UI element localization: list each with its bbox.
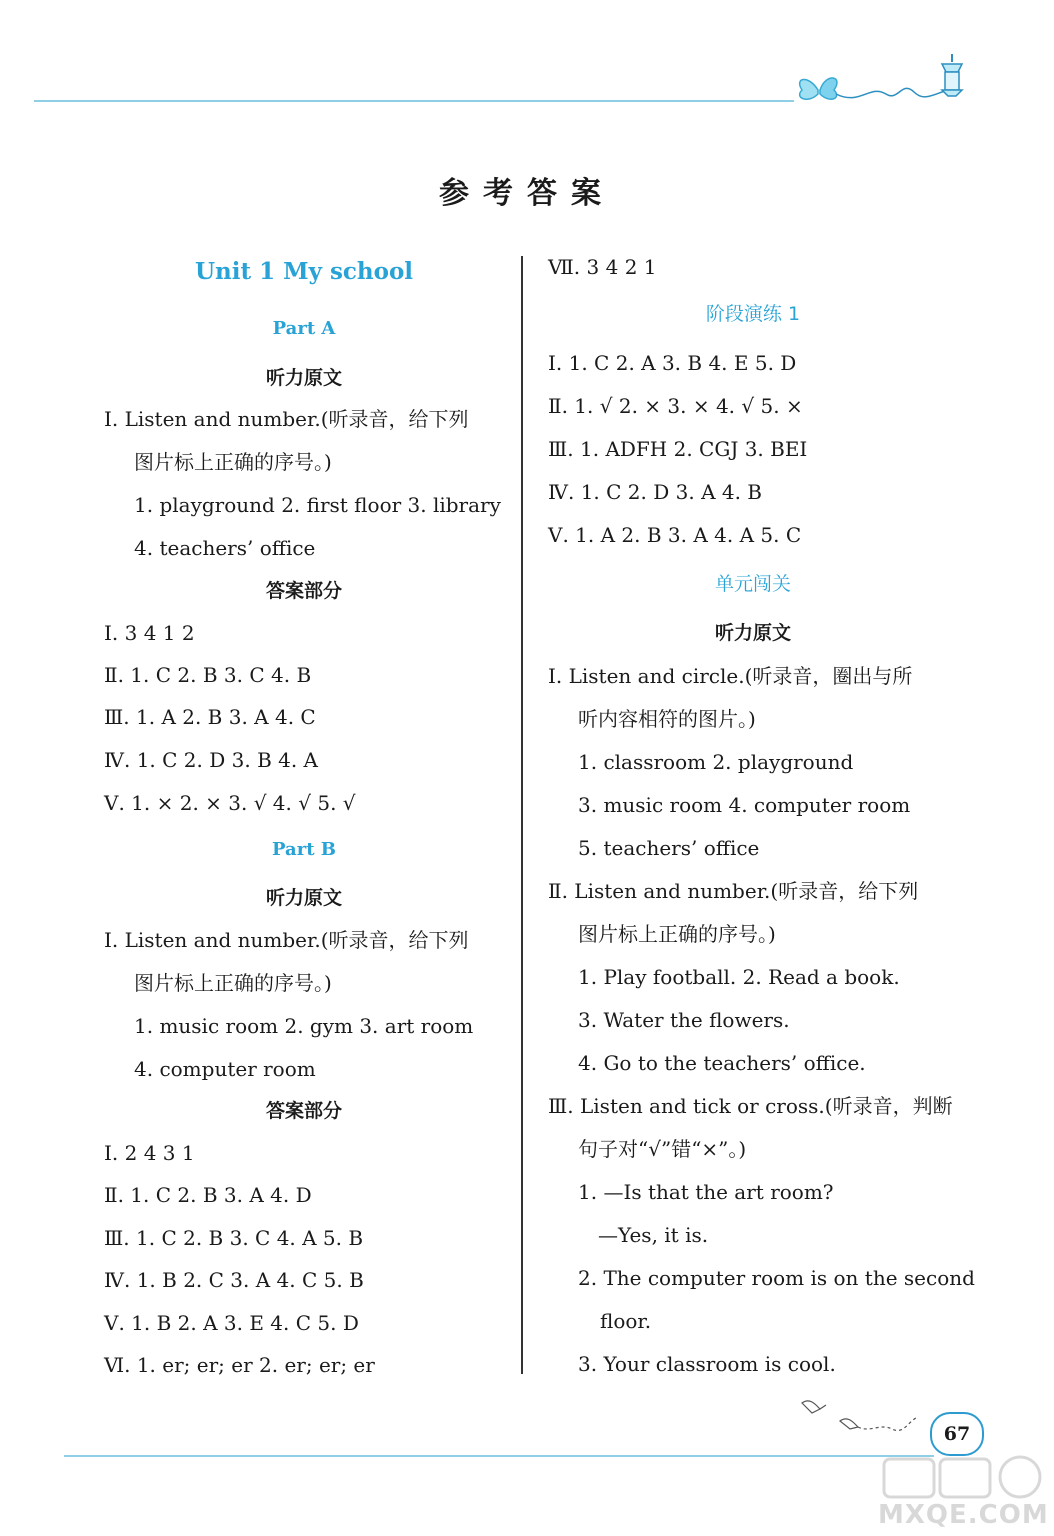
answer-line: Ⅰ. 2 4 3 1	[104, 1141, 195, 1165]
bird-icon	[800, 1395, 930, 1445]
answer-line: Ⅳ. 1. C 2. D 3. A 4. B	[548, 480, 763, 504]
listening-items: 1. classroom 2. playground	[578, 750, 854, 774]
unit-title: Unit 1 My school	[194, 258, 414, 285]
answer-line: Ⅴ. 1. B 2. A 3. E 4. C 5. D	[104, 1311, 359, 1335]
task-instruction-cont: 图片标上正确的序号。)	[134, 450, 332, 474]
watermark-text: MXQE.COM	[878, 1500, 1049, 1530]
answer-line: Ⅱ. 1. C 2. B 3. A 4. D	[104, 1183, 312, 1207]
stage-practice-heading: 阶段演练 1	[705, 303, 801, 325]
listening-items: 3. Water the flowers.	[578, 1008, 790, 1032]
task-instruction-cont: 句子对“√”错“×”。)	[578, 1137, 747, 1161]
listening-heading: 听力原文	[265, 887, 342, 909]
listening-items: 3. music room 4. computer room	[578, 793, 911, 817]
answer-line: Ⅳ. 1. C 2. D 3. B 4. A	[104, 748, 319, 772]
task-instruction-cont: 听内容相符的图片。)	[578, 707, 756, 731]
answer-line: Ⅴ. 1. × 2. × 3. √ 4. √ 5. √	[104, 791, 356, 815]
column-divider	[521, 256, 523, 1374]
bottom-rule	[64, 1455, 934, 1457]
listening-items: 4. teachers’ office	[134, 536, 316, 560]
answer-line: Ⅵ. 1. er; er; er 2. er; er; er	[104, 1353, 375, 1377]
unit-test-heading: 单元闯关	[714, 573, 791, 595]
listening-items: 1. —Is that the art room?	[578, 1180, 834, 1204]
listening-items: 4. computer room	[134, 1057, 316, 1081]
answer-line: Ⅰ. 1. C 2. A 3. B 4. E 5. D	[548, 351, 797, 375]
listening-items: 2. The computer room is on the second	[578, 1266, 975, 1290]
lantern-icon	[942, 54, 962, 96]
answer-line: Ⅳ. 1. B 2. C 3. A 4. C 5. B	[104, 1268, 364, 1292]
answer-line: Ⅴ. 1. A 2. B 3. A 4. A 5. C	[548, 523, 802, 547]
listening-items: 3. Your classroom is cool.	[578, 1352, 836, 1376]
task-instruction: Ⅰ. Listen and circle.(听录音，圈出与所	[548, 664, 913, 688]
task-instruction: Ⅰ. Listen and number.(听录音，给下列	[104, 928, 469, 952]
page-title: 参考答案	[439, 176, 615, 211]
answers-heading: 答案部分	[265, 1100, 342, 1122]
answer-line: Ⅲ. 1. ADFH 2. CGJ 3. BEI	[548, 437, 808, 461]
answer-line: Ⅱ. 1. C 2. B 3. C 4. B	[104, 663, 312, 687]
answer-line: Ⅲ. 1. A 2. B 3. A 4. C	[104, 705, 316, 729]
listening-items: 1. playground 2. first floor 3. library	[134, 493, 501, 517]
butterfly-icon	[800, 78, 837, 99]
part-b-heading: Part B	[272, 839, 336, 860]
listening-items: —Yes, it is.	[598, 1223, 709, 1247]
listening-items: floor.	[600, 1309, 652, 1333]
answer-line: Ⅰ. 3 4 1 2	[104, 621, 195, 645]
part-a-heading: Part A	[272, 318, 336, 339]
listening-heading: 听力原文	[265, 367, 342, 389]
answer-line: Ⅲ. 1. C 2. B 3. C 4. A 5. B	[104, 1226, 364, 1250]
answers-heading: 答案部分	[265, 580, 342, 602]
listening-items: 5. teachers’ office	[578, 836, 760, 860]
task-instruction-cont: 图片标上正确的序号。)	[578, 922, 776, 946]
top-rule	[34, 100, 794, 102]
page-number: 67	[930, 1412, 984, 1456]
answer-line: Ⅶ. 3 4 2 1	[548, 255, 657, 279]
task-instruction-cont: 图片标上正确的序号。)	[134, 971, 332, 995]
butterfly-lantern-decoration	[790, 50, 980, 110]
task-instruction: Ⅰ. Listen and number.(听录音，给下列	[104, 407, 469, 431]
listening-items: 1. Play football. 2. Read a book.	[578, 965, 900, 989]
listening-heading: 听力原文	[714, 622, 791, 644]
answer-line: Ⅱ. 1. √ 2. × 3. × 4. √ 5. ×	[548, 394, 803, 418]
listening-items: 1. music room 2. gym 3. art room	[134, 1014, 474, 1038]
task-instruction: Ⅲ. Listen and tick or cross.(听录音，判断	[548, 1094, 953, 1118]
listening-items: 4. Go to the teachers’ office.	[578, 1051, 866, 1075]
task-instruction: Ⅱ. Listen and number.(听录音，给下列	[548, 879, 919, 903]
